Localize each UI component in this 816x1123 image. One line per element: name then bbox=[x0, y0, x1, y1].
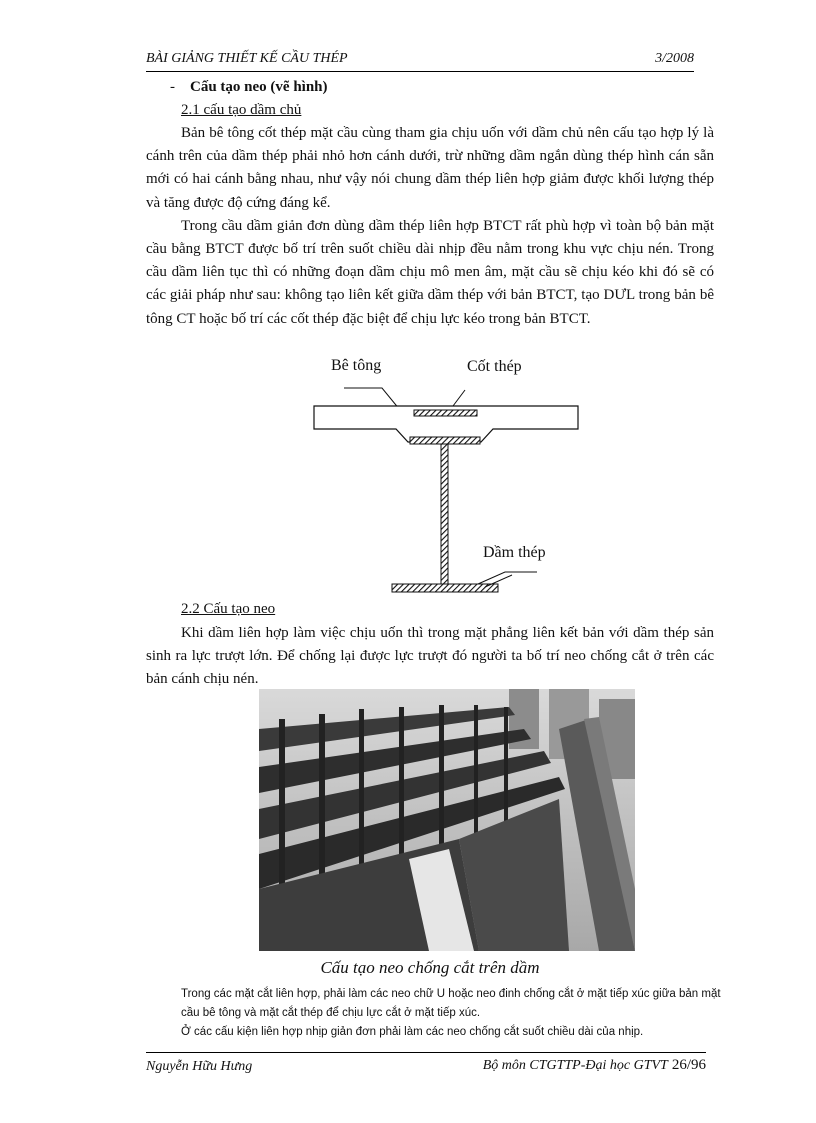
top-flange bbox=[410, 437, 480, 444]
label-concrete: Bê tông bbox=[331, 357, 382, 374]
subsection-heading-2-1: 2.1 cấu tạo dầm chủ bbox=[181, 102, 302, 118]
composite-beam-diagram bbox=[300, 370, 600, 600]
footer-author: Nguyễn Hữu Hưng bbox=[146, 1059, 253, 1074]
footer-right bbox=[483, 1057, 706, 1074]
paragraph: Trong cầu dầm giản đơn dùng dầm thép liên hợp BTCT rất phù hợp vì toàn bộ bản mặt cầu bằng BTCT được bố trí trên suốt chiều dài nhịp đều nằm trong khu vực chịu nén. Trong cầu dầm liên tục thì có những đoạn dầm chịu mô men âm, mặt cầu sẽ chịu kéo khi đó sẽ có các giải pháp như sau: không tạo liên kết giữa dầm thép với bản BTCT, tạo DƯL trong bản bê tông CT hoặc bố trí các cốt thép đặc biệt để chịu lực kéo trong bản BTCT. bbox=[146, 217, 714, 327]
paragraph: Bản bê tông cốt thép mặt cầu cùng tham gia chịu uốn với dầm chủ nên cấu tạo hợp lý là cánh trên của dầm thép phải nhỏ hơn cánh dưới, trừ những dầm ngắn dùng thép hình cán sẵn mới có hai cánh bằng nhau, như vậy nói chung dầm thép liên hợp giảm được khối lượng thép và tăng được độ cứng đáng kể. bbox=[146, 125, 714, 211]
photo-drawing bbox=[259, 689, 635, 951]
page-header bbox=[146, 49, 694, 72]
section-heading bbox=[170, 79, 328, 96]
label-steel-beam: Dầm thép bbox=[483, 544, 546, 561]
photo-caption: Cấu tạo neo chống cắt trên dầm bbox=[320, 958, 540, 977]
label-rebar: Cốt thép bbox=[467, 358, 522, 375]
bottom-flange bbox=[392, 584, 498, 592]
header-date: 3/2008 bbox=[655, 51, 694, 66]
page-number: 26/96 bbox=[671, 1057, 706, 1073]
bullet-dash: - bbox=[170, 79, 175, 95]
note-item: Ở các cấu kiện liên hợp nhịp giản đơn phải làm các neo chống cắt suốt chiều dài của nhịp. bbox=[181, 1026, 644, 1038]
paragraph: Khi dầm liên hợp làm việc chịu uốn thì trong mặt phẳng liên kết bản với dầm thép sản sinh ra lực trượt lớn. Để chống lại được lực trượt đó người ta bố trí neo chống cắt ở trên các bản cánh chịu nén. bbox=[146, 625, 714, 688]
subsection-2-2-body bbox=[146, 622, 714, 692]
subsection-2-1-body bbox=[146, 122, 714, 331]
section-heading-text: Cấu tạo neo (vẽ hình) bbox=[190, 79, 328, 95]
bridge-girder-photo bbox=[259, 689, 635, 951]
leader-steel-beam bbox=[478, 572, 537, 584]
note-item: Trong các mặt cắt liên hợp, phải làm các neo chữ U hoặc neo đinh chống cắt ở mặt tiếp xúc giữa bản mặt cầu bê tông và mặt cắt thép để chịu lực cắt ở mặt tiếp xúc. bbox=[181, 988, 721, 1019]
footer-dept: Bộ môn CTGTTP-Đại học GTVT bbox=[482, 1058, 668, 1073]
header-title: BÀI GIẢNG THIẾT KẾ CẦU THÉP bbox=[146, 51, 348, 66]
beam-web bbox=[441, 444, 448, 584]
subsection-heading-2-2: 2.2 Cấu tạo neo bbox=[181, 601, 276, 617]
notes bbox=[181, 985, 721, 1042]
page-footer bbox=[146, 1052, 706, 1077]
rebar-strip bbox=[414, 410, 477, 416]
